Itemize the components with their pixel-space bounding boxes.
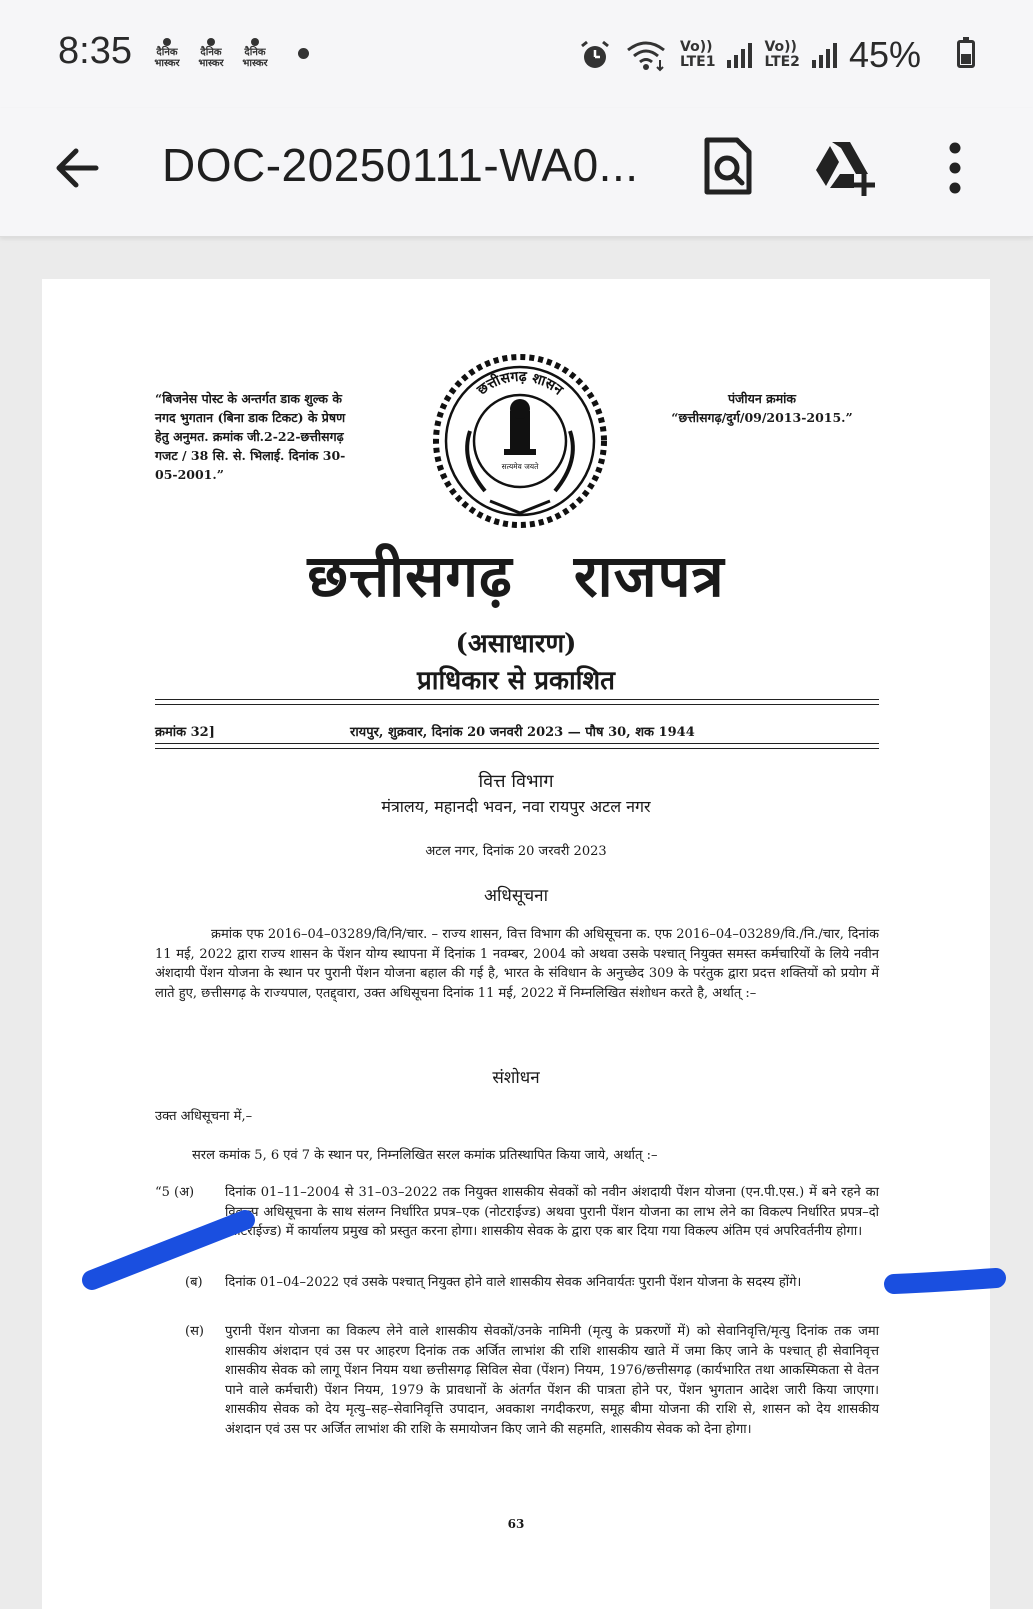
seal-text: छत्तीसगढ़ शासन xyxy=(474,368,566,399)
add-to-drive-icon[interactable] xyxy=(810,134,876,200)
blue-pen-mark xyxy=(880,1262,1010,1302)
gazette-extraordinary: (असाधारण) xyxy=(455,629,577,659)
notification-heading: अधिसूचना xyxy=(484,886,548,906)
department-name: वित्त विभाग xyxy=(478,771,554,792)
amendment-heading: संशोधन xyxy=(492,1068,540,1088)
page-number: 63 xyxy=(507,1517,525,1531)
alarm-icon xyxy=(578,38,612,72)
back-arrow-icon[interactable] xyxy=(48,138,108,198)
notification-paragraph: क्रमांक एफ 2016–04–03289/वि/नि/चार. – राज्य शासन, वित्त विभाग की अधिसूचना क. एफ 2016–04–03289/वि./नि./चार, दिनांक 11 मई, 2022 द्वारा राज्य शासन के पेंशन योग्य स्थापना में दिनांक 1 नवम्बर, 2004 को अथवा उसके पश्चात् नियुक्त समस्त कर्मचारियों के लिये नवीन अंशदायी पेंशन योजना के स्थान पर पुरानी पेंशन योजना बहाल की गई है, भारत के संविधान के अनुच्छेद 309 के परंतुक द्वारा प्रदत्त शक्तियों को प्रयोग में लाते हुए, छत्तीसगढ़ के राज्यपाल, एतद्द्वारा, उक्त अधिसूचना दिनांक 11 मई, 2022 में निम्नलिखित संशोधन करते है, अर्थात् :– xyxy=(155,927,879,1001)
battery-percentage: 45% xyxy=(848,34,921,75)
seal-motto: सत्यमेव जयते xyxy=(501,462,539,471)
divider xyxy=(155,748,879,749)
notification-icons xyxy=(150,38,272,70)
clause-text: दिनांक 01–04–2022 एवं उसके पश्चात् नियुक्त होने वाले शासकीय सेवक अनिवार्यतः पुरानी पेंशन योजना के सदस्य होंगे। xyxy=(225,1275,802,1290)
more-options-icon[interactable] xyxy=(940,134,970,200)
clause-label: “5 (अ) xyxy=(155,1185,195,1200)
signal-strength-icon xyxy=(727,42,752,68)
volte-lte1-label: Vo)) LTE1 xyxy=(680,39,716,70)
divider xyxy=(155,699,879,700)
status-indicators xyxy=(578,34,955,76)
volte-lte2-label: Vo)) LTE2 xyxy=(764,39,800,70)
registration-number: “छत्तीसगढ़/दुर्ग/09/2013-2015.” xyxy=(671,410,853,425)
gazette-masthead: छत्तीसगढ़ राजपत्र xyxy=(307,542,725,610)
wifi-icon xyxy=(624,38,668,72)
battery-icon xyxy=(957,40,975,68)
status-bar xyxy=(0,0,1033,108)
dainik-bhaskar-icon: दैनिक भास्कर xyxy=(150,38,184,70)
clause-text: पुरानी पेंशन योजना का विकल्प लेने वाले शासकीय सेवकों/उनके नामिनी (मृत्यु के प्रकरणों में) को सेवानिवृत्ति/मृत्यु दिनांक तक जमा शासकीय अंशदान एवं उस पर आहरण दिनांक तक अर्जित लाभांश की राशि शासकीय खाते में जमा किए जाने के पश्चात् ही सेवानिवृत्त शासकीय सेवक को लागू पेंशन नियम यथा छत्तीसगढ़ सिविल सेवा (पेंशन) नियम, 1976/छत्तीसगढ़ (कार्यभारित तथा आकस्मिकता से वेतन पाने वाले कर्मचारी) पेंशन नियम, 1979 के प्रावधानों के अंतर्गत पेंशन की पात्रता होने पर, पेंशन भुगतान आदेश जारी किया जाएगा। शासकीय सेवक को देय मृत्यु–सह–सेवानिवृत्ति उपादान, अवकाश नगदीकरण, समूह बीमा योजना की राशि से, शासन को देय शासकीय अंशदान एवं उस पर अर्जित लाभांश की राशि के समायोजन किए जाने की सहमति, शासकीय सेवक को देना होगा। xyxy=(225,1324,879,1437)
divider xyxy=(155,743,879,744)
document-title: DOC-20250111-WA0... xyxy=(162,139,639,191)
notification-date: अटल नगर, दिनांक 20 जरवरी 2023 xyxy=(425,844,607,859)
clause-text: दिनांक 01–11–2004 से 31–03–2022 तक नियुक्त शासकीय सेवकों को नवीन अंशदायी पेंशन योजना (एन.पी.एस.) में बने रहने का विकल्प अधिसूचना के साथ संलग्न निर्धारित प्रपत्र–एक (नोटराईज्ड) अथवा पुरानी पेंशन योजना का लाभ लेने का विकल्प निर्धारित प्रपत्र–दो (नोटराईज्ड) में कार्यालय प्रमुख को प्रस्तुत करना होगा। शासकीय सेवक के द्वारा एक बार दिया गया विकल्प अंतिम एवं अपरिवर्तनीय होगा। xyxy=(225,1185,879,1240)
dainik-bhaskar-icon: दैनिक भास्कर xyxy=(194,38,228,70)
clause-label: (स) xyxy=(185,1324,204,1339)
more-notifications-dot-icon xyxy=(298,48,309,59)
published-by-authority: प्राधिकार से प्रकाशित xyxy=(417,666,615,696)
amendment-intro: उक्त अधिसूचना में,– xyxy=(155,1109,253,1124)
signal-strength-icon xyxy=(812,42,837,68)
clause-label: (ब) xyxy=(185,1275,203,1290)
state-emblem-seal-icon xyxy=(430,351,610,531)
status-time: 8:35 xyxy=(58,30,132,72)
app-toolbar xyxy=(0,108,1033,237)
registration-block xyxy=(662,389,862,427)
dainik-bhaskar-icon: दैनिक भास्कर xyxy=(238,38,272,70)
document-page[interactable] xyxy=(42,279,990,1609)
divider xyxy=(155,704,879,705)
registration-label: पंजीयन क्रमांक xyxy=(727,391,797,406)
search-in-document-icon[interactable] xyxy=(695,134,761,200)
issue-date: रायपुर, शुक्रवार, दिनांक 20 जनवरी 2023 — पौष 30, शक 1944 xyxy=(350,725,695,740)
ministry-address: मंत्रालय, महानदी भवन, नवा रायपुर अटल नगर xyxy=(381,797,651,816)
blue-pen-mark xyxy=(80,1200,260,1300)
replacement-line: सरल कमांक 5, 6 एवं 7 के स्थान पर, निम्नलिखित सरल कमांक प्रतिस्थापित किया जाये, अर्थात् :– xyxy=(192,1148,658,1163)
issue-number: क्रमांक 32] xyxy=(155,725,215,740)
postal-note: “बिजनेस पोस्ट के अन्तर्गत डाक शुल्क के नगद भुगतान (बिना डाक टिकट) के प्रेषण हेतु अनुमत. क्रमांक जी.2-22-छत्तीसगढ़ गजट / 38 सि. से. भिलाई. दिनांक 30-05-2001.” xyxy=(155,391,346,482)
